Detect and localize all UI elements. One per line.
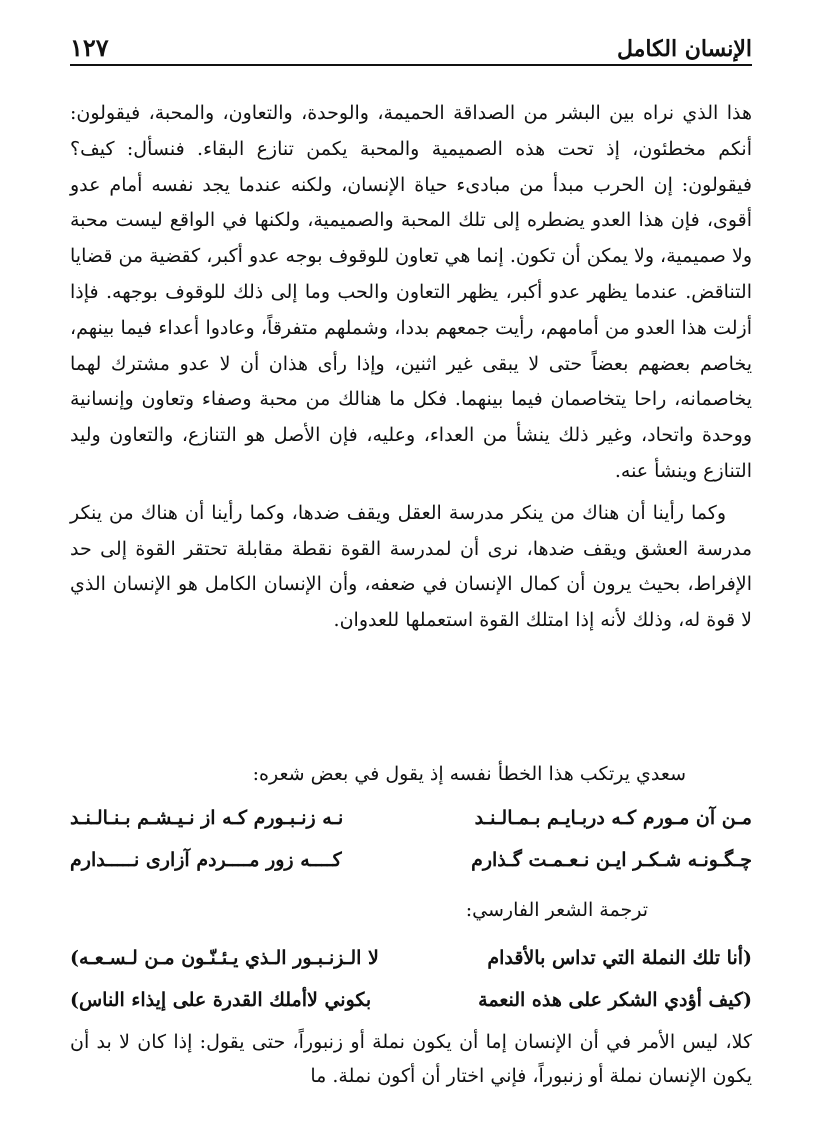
verse-second-hemistich: نـه زنـبـورم كـه از نـيـشـم بـنـالـنـد	[70, 807, 344, 829]
translation-label-block	[70, 893, 752, 927]
page-number: ١٢٧	[70, 33, 109, 62]
verse-row	[70, 979, 752, 1021]
persian-poem	[70, 797, 752, 881]
verse-row	[70, 839, 752, 881]
verse-first-hemistich: (أنا تلك النملة التي تداس بالأقدام	[487, 947, 752, 969]
verse-row	[70, 797, 752, 839]
verse-second-hemistich: بكوني لاأملك القدرة على إيذاء الناس)	[70, 989, 372, 1011]
verse-first-hemistich: مـن آن مـورم كـه دربـايـم بـمـالـنـد	[474, 807, 752, 829]
translation-label: ترجمة الشعر الفارسي:	[465, 899, 648, 921]
verse-second-hemistich: لا الـزنـبـور الـذي يـئـنّـون مـن لـسـعـه)	[70, 947, 379, 969]
arabic-translation	[70, 937, 752, 1021]
verse-row	[70, 937, 752, 979]
main-text	[70, 96, 752, 639]
running-title: الإنسان الكامل	[616, 36, 752, 62]
verse-second-hemistich: كــــه زور مــــردم آزارى نـــــدارم	[70, 849, 342, 871]
poem-intro-block	[70, 757, 752, 791]
header-rule	[70, 64, 752, 66]
poem-intro: سعدي يرتكب هذا الخطأ نفسه إذ يقول في بعض شعره:	[252, 763, 686, 785]
verse-first-hemistich: چـگـونـه شـكـر ايـن نـعـمـت گـذارم	[471, 849, 752, 871]
closing-block	[70, 1025, 752, 1093]
closing-paragraph: كلا، ليس الأمر في أن الإنسان إما أن يكون نملة أو زنبوراً، حتى يقول: إذا كان لا بد أن يكون الإنسان نملة أو زنبوراً، فإني اختار أن أكون نملة. ما	[70, 1031, 752, 1087]
page-header	[70, 28, 752, 62]
paragraph-1: هذا الذي نراه بين البشر من الصداقة الحميمة، والوحدة، والتعاون، والمحبة، فيقولون: أنكم مخطئون، إذ تحت هذه الصميمية والمحبة يكمن تنازع البقاء. فنسأل: كيف؟ فيقولون: إن الحرب مبدأ من مبادىء حياة الإنسان، ولكنه عندما يجد نفسه أمام عدو أقوى، فإن هذا العدو يضطره إلى تلك المحبة والصميمية، ولكنها في الواقع ليست محبة ولا صميمية، ولا يمكن أن تكون. إنما هي تعاون للوقوف بوجه عدو أكبر، كقضية من قضايا التناقض. عندما يظهر عدو أكبر، يظهر التعاون والحب وما إلى ذلك للوقوف بوجهه. فإذا أزلت هذا العدو من أمامهم، رأيت جمعهم بددا، وشملهم متفرقاً، وعادوا أعداء فيما بينهم، يخاصم بعضهم بعضاً حتى لا يبقى غير اثنين، وإذا رأى هذان أن لا عدو مشترك لهما يخاصمانه، راحا يتخاصمان فيما بينهما. فكل ما هنالك من محبة وصفاء وتعاون وإنسانية ووحدة واتحاد، وغير ذلك ينشأ من العداء، وعليه، فإن الأصل هو التنازع، والتعاون وليد التنازع وينشأ عنه.	[70, 102, 753, 482]
paragraph-2: وكما رأينا أن هناك من ينكر مدرسة العقل ويقف ضدها، وكما رأينا أن هناك من ينكر مدرسة العشق ويقف ضدها، نرى أن لمدرسة القوة نقطة مقابلة تحتقر القوة إلى حد الإفراط، بحيث يرون أن كمال الإنسان في ضعفه، وأن الإنسان الكامل هو الإنسان الذي لا قوة له، وذلك لأنه إذا امتلك القوة استعملها للعدوان.	[70, 501, 752, 632]
verse-first-hemistich: (كيف أؤدي الشكر على هذه النعمة	[478, 989, 752, 1011]
